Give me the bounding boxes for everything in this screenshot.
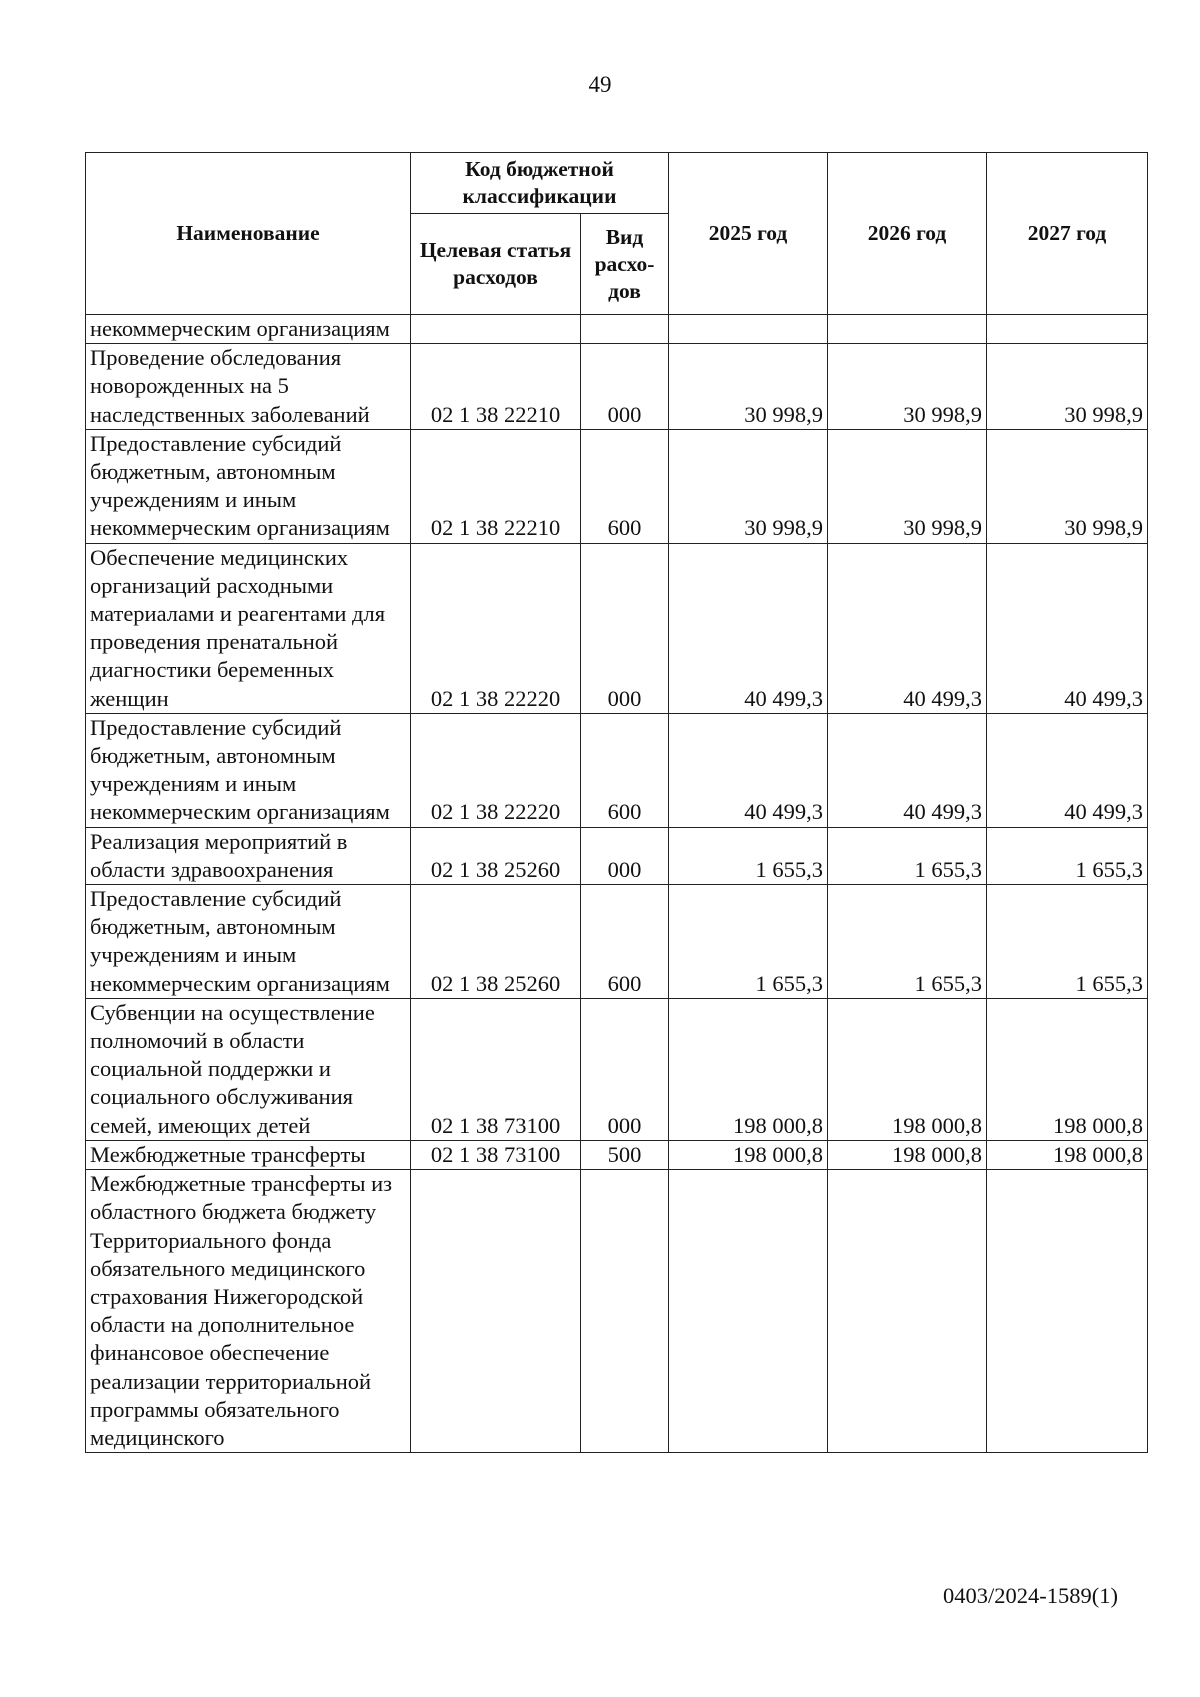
row-kind: 000: [581, 543, 669, 713]
row-2025: 1 655,3: [669, 827, 828, 884]
row-name: Межбюджетные трансферты из областного бюджета бюджету Территориального фонда обязательного медицинского страхования Нижегородской области на дополнительное финансовое обеспечение реализации территориальной программы обязательного медицинского: [86, 1170, 411, 1453]
row-2027: 40 499,3: [987, 543, 1148, 713]
table-header: [86, 153, 1148, 315]
table-row: [86, 543, 1148, 713]
row-kind: [581, 315, 669, 344]
row-2025: 30 998,9: [669, 429, 828, 543]
header-2026: 2026 год: [828, 153, 987, 315]
row-2026: 1 655,3: [828, 827, 987, 884]
table-row: [86, 885, 1148, 999]
table-row: [86, 429, 1148, 543]
header-name: Наименование: [86, 153, 411, 315]
page-number: 49: [588, 72, 612, 97]
row-kind: 000: [581, 344, 669, 430]
row-code: 02 1 38 73100: [411, 998, 581, 1140]
row-name: Проведение обследования новорожденных на 5 наследственных заболеваний: [86, 344, 411, 430]
header-budget-code-group: Код бюджетной классификации: [411, 153, 669, 214]
row-2027: 198 000,8: [987, 998, 1148, 1140]
row-code: 02 1 38 25260: [411, 885, 581, 999]
row-2026: [828, 315, 987, 344]
row-code: [411, 315, 581, 344]
row-name: Предоставление субсидий бюджетным, автономным учреждениям и иным некоммерческим организациям: [86, 429, 411, 543]
table-body: [86, 315, 1148, 1453]
row-2025: 1 655,3: [669, 885, 828, 999]
row-2026: 30 998,9: [828, 429, 987, 543]
row-2025: [669, 1170, 828, 1453]
row-name: Обеспечение медицинских организаций расходными материалами и реагентами для проведения пренатальной диагностики беременных женщин: [86, 543, 411, 713]
row-2026: 1 655,3: [828, 885, 987, 999]
row-2026: 30 998,9: [828, 344, 987, 430]
table-row: [86, 344, 1148, 430]
row-2026: 40 499,3: [828, 543, 987, 713]
row-2027: 198 000,8: [987, 1140, 1148, 1169]
header-expense-kind: Вид расхо-дов: [581, 214, 669, 315]
row-code: 02 1 38 22210: [411, 344, 581, 430]
row-name: Предоставление субсидий бюджетным, автономным учреждениям и иным некоммерческим организациям: [86, 713, 411, 827]
row-2025: 40 499,3: [669, 543, 828, 713]
table-row: [86, 998, 1148, 1140]
header-2025: 2025 год: [669, 153, 828, 315]
row-code: 02 1 38 25260: [411, 827, 581, 884]
row-code: 02 1 38 22220: [411, 713, 581, 827]
row-2026: [828, 1170, 987, 1453]
row-2027: [987, 1170, 1148, 1453]
table-row: [86, 827, 1148, 884]
row-name: Реализация мероприятий в области здравоохранения: [86, 827, 411, 884]
row-kind: 600: [581, 713, 669, 827]
row-2026: 198 000,8: [828, 998, 987, 1140]
budget-table: [85, 152, 1148, 1453]
table-row: [86, 713, 1148, 827]
row-kind: [581, 1170, 669, 1453]
row-kind: 600: [581, 429, 669, 543]
row-2027: 30 998,9: [987, 429, 1148, 543]
row-2025: [669, 315, 828, 344]
row-code: 02 1 38 22220: [411, 543, 581, 713]
row-2026: 198 000,8: [828, 1140, 987, 1169]
row-2025: 198 000,8: [669, 998, 828, 1140]
row-2027: 1 655,3: [987, 885, 1148, 999]
row-2027: [987, 315, 1148, 344]
row-kind: 000: [581, 998, 669, 1140]
row-2027: 40 499,3: [987, 713, 1148, 827]
row-2025: 40 499,3: [669, 713, 828, 827]
row-kind: 000: [581, 827, 669, 884]
row-2025: 198 000,8: [669, 1140, 828, 1169]
header-target-article: Целевая статья расходов: [411, 214, 581, 315]
row-2027: 30 998,9: [987, 344, 1148, 430]
table-row: [86, 1140, 1148, 1169]
header-2027: 2027 год: [987, 153, 1148, 315]
row-name: Субвенции на осуществление полномочий в области социальной поддержки и социального обслуживания семей, имеющих детей: [86, 998, 411, 1140]
row-kind: 500: [581, 1140, 669, 1169]
row-name: Межбюджетные трансферты: [86, 1140, 411, 1169]
row-kind: 600: [581, 885, 669, 999]
row-2025: 30 998,9: [669, 344, 828, 430]
row-code: 02 1 38 73100: [411, 1140, 581, 1169]
row-2027: 1 655,3: [987, 827, 1148, 884]
row-name: некоммерческим организациям: [86, 315, 411, 344]
table-row: [86, 315, 1148, 344]
table-row: [86, 1170, 1148, 1453]
row-name: Предоставление субсидий бюджетным, автономным учреждениям и иным некоммерческим организациям: [86, 885, 411, 999]
row-2026: 40 499,3: [828, 713, 987, 827]
row-code: 02 1 38 22210: [411, 429, 581, 543]
document-id: 0403/2024-1589(1): [943, 1583, 1118, 1608]
row-code: [411, 1170, 581, 1453]
